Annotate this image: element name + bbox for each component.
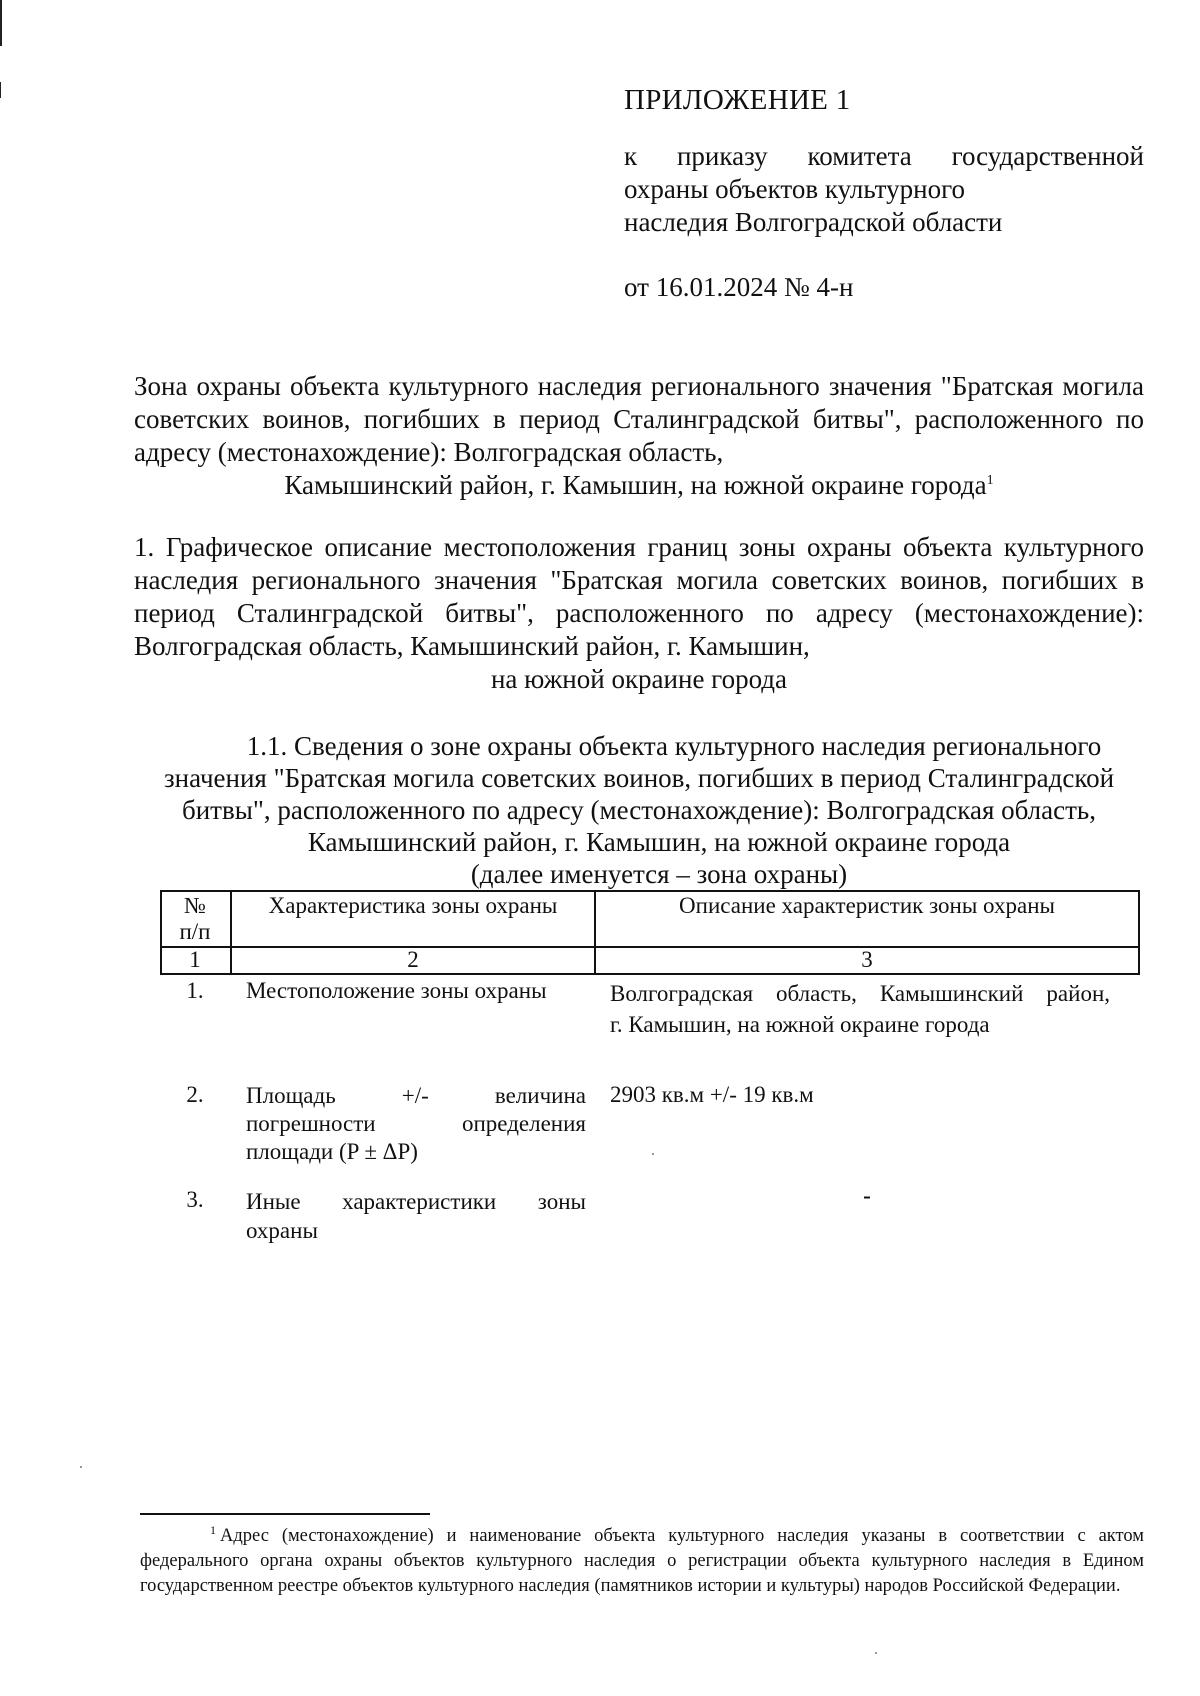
column-number-cell: 3 [861,947,873,972]
row-characteristic [246,1082,586,1166]
header-cell-characteristic: Характеристика зоны охраны [268,893,558,918]
section-1-1-heading [134,730,1144,890]
row-characteristic-line: погрешности определения [246,1111,586,1136]
section-1-text: 1. Графическое описание местоположения границ зоны охраны объекта культурного наследия регионального значения "Братская могила советских воинов, погибших в период Сталинградской битвы", расположенного по адресу (местонахождение): Волгоградская область, Камышинский район, г. Камышин, [134,532,1144,661]
row-description [610,978,1110,1040]
section-1-last-line: на южной окраине города [490,664,788,694]
section-1-heading [134,531,1144,696]
order-reference-line: охраны объектов культурного [624,174,965,204]
row-characteristic-line: площади (P ± ΔP) [246,1139,418,1164]
header-number-sign: № [184,893,206,918]
row-number: 1. [186,978,204,1003]
header-number-abbr: п/п [179,919,211,944]
section-1-1-line: битвы", расположенного по адресу (местонахождение): Волгоградская область, [182,795,1096,825]
zone-title-last-line-text: Камышинский район, г. Камышин, на южной окраине города [284,470,987,500]
scan-edge-mark [0,82,1,98]
scan-speck [875,1652,877,1654]
row-description-line: г. Камышин, на южной окраине города [610,1012,990,1037]
section-1-1-line: значения "Братская могила советских воинов, погибших в период Сталинградской [163,763,1115,793]
zone-title-text: Зона охраны объекта культурного наследия регионального значения "Братская могила советских воинов, погибших в период Сталинградской битвы", расположенного по адресу (местонахождение): Волгоградская область, [134,371,1144,467]
row-number: 2. [186,1082,204,1107]
row-characteristic-line: Иные характеристики зоны [246,1189,586,1214]
row-characteristic [246,1187,586,1245]
table-rule [1138,890,1140,973]
order-reference-line: наследия Волгоградской области [624,207,1003,237]
zone-title-last-line [134,469,1144,502]
row-characteristic: Местоположение зоны охраны [246,978,547,1003]
order-date: от 16.01.2024 № 4-н [624,272,854,302]
row-description-line: Волгоградская область, Камышинский район, [610,981,1110,1006]
section-1-1-line: Камышинский район, г. Камышин, на южной окраине города [307,827,1011,857]
section-1-1-line: (далее именуется – зона охраны) [470,859,848,889]
row-number: 3. [186,1187,204,1212]
order-reference-line: к приказу комитета государственной [624,141,1144,171]
footnote-reference: 1 [986,473,994,488]
table-rule [160,973,1140,975]
section-1-1-line: 1.1. Сведения о зоне охраны объекта культурного наследия регионального [246,731,1102,761]
header-cell-number [160,893,230,945]
footnote-separator [140,1513,430,1515]
column-number-cell: 2 [407,947,419,972]
order-reference [624,140,1144,239]
footnote [140,1524,1144,1599]
footnote-number: 1 [210,1522,216,1537]
row-characteristic-line: Площадь +/- величина [246,1083,586,1108]
column-number-cell: 1 [189,947,201,972]
row-description: - [863,1183,871,1208]
footnote-text: Адрес (местонахождение) и наименование объекта культурного наследия указаны в соответствии с актом федерального органа охраны объектов культурного наследия о регистрации объекта культурного наследия в Едином государственном реестре объектов культурного наследия (памятников истории и культуры) народов Российской Федерации. [140,1526,1144,1596]
table-rule [160,890,1140,892]
appendix-title: ПРИЛОЖЕНИЕ 1 [624,84,851,116]
header-cell-description: Описание характеристик зоны охраны [679,893,1055,918]
scan-speck [652,1153,654,1155]
zone-title [134,370,1144,502]
row-characteristic-line: охраны [246,1218,318,1243]
scan-speck [80,1466,82,1468]
row-description: 2903 кв.м +/- 19 кв.м [610,1082,814,1107]
scan-edge-mark [0,0,2,46]
